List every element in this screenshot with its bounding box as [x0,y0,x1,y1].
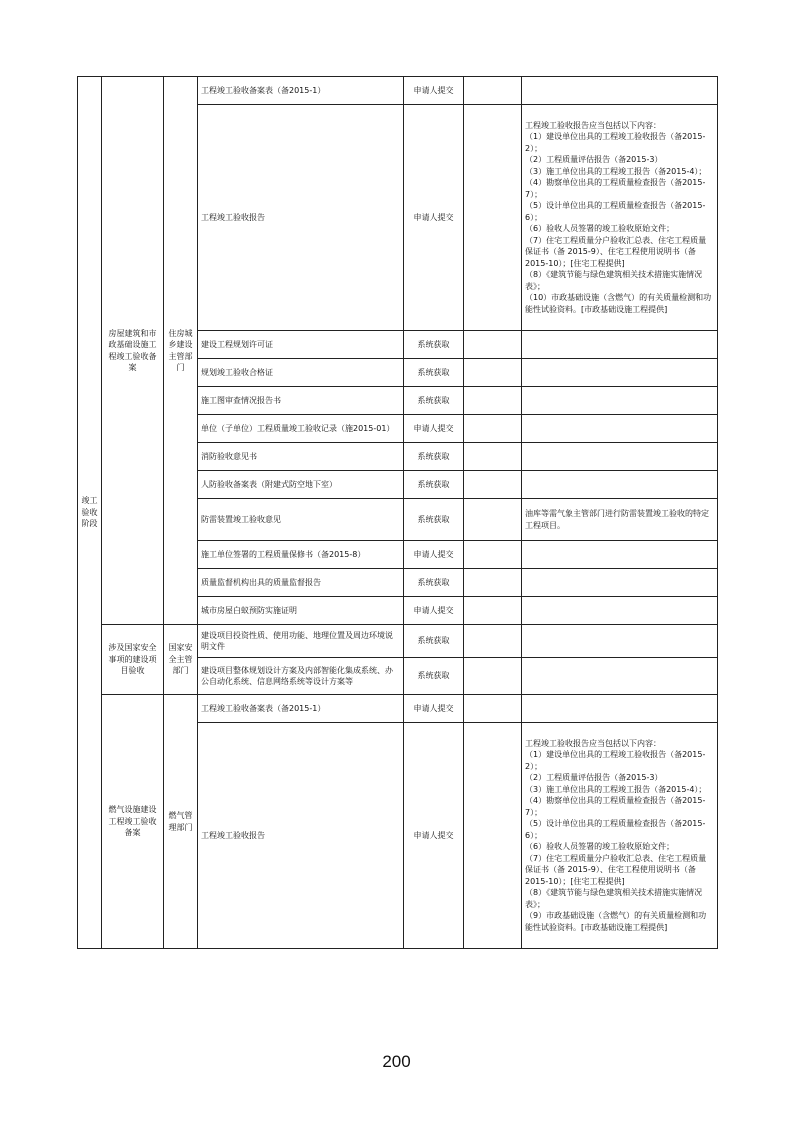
material-cell: 施工图审查情况报告书 [198,387,404,415]
note-line: （7）住宅工程质量分户验收汇总表、住宅工程质量保证书（备 2015-9）、住宅工程使用说明书（备2015-10）；[住宅工程提供] [525,235,707,268]
note-line: （3）施工单位出具的工程竣工报告（备2015-4）； [525,784,707,794]
table-row [78,625,718,658]
note-cell [522,359,718,387]
approval-item-cell: 燃气设施建设工程竣工验收备案 [102,695,164,949]
material-cell: 施工单位签署的工程质量保修书（备2015-8） [198,541,404,569]
material-cell: 工程竣工验收备案表（备2015-1） [198,695,404,723]
material-cell: 质量监督机构出具的质量监督报告 [198,569,404,597]
submission-method-cell: 申请人提交 [404,415,464,443]
blank-cell [464,443,522,471]
note-cell [522,331,718,359]
blank-cell [464,695,522,723]
submission-method-cell: 申请人提交 [404,695,464,723]
blank-cell [464,105,522,331]
note-cell [522,658,718,695]
note-cell [522,625,718,658]
material-cell: 防雷装置竣工验收意见 [198,499,404,541]
note-cell [522,77,718,105]
blank-cell [464,359,522,387]
table-body [78,77,718,949]
submission-method-cell: 申请人提交 [404,77,464,105]
submission-method-cell: 系统获取 [404,331,464,359]
note-cell [522,597,718,625]
acceptance-stage-table [77,76,718,949]
note-cell [522,387,718,415]
note-cell [522,499,718,541]
note-cell [522,415,718,443]
material-cell: 建设项目整体规划设计方案及内部智能化集成系统、办公自动化系统、信息网络系统等设计方案等 [198,658,404,695]
submission-method-cell: 系统获取 [404,443,464,471]
note-line: （8）《建筑节能与绿色建筑相关技术措施实施情况表》； [525,270,703,291]
note-cell [522,443,718,471]
submission-method-cell: 系统获取 [404,499,464,541]
submission-method-cell: 系统获取 [404,569,464,597]
note-cell [522,695,718,723]
submission-method-cell: 系统获取 [404,471,464,499]
note-line: （9）市政基础设施（含燃气）的有关质量检测和功能性试验资料。[市政基础设施工程提供] [525,911,707,932]
department-cell: 住房城乡建设主管部门 [164,77,198,625]
department-cell: 燃气管理部门 [164,695,198,949]
blank-cell [464,625,522,658]
table-row [78,77,718,105]
blank-cell [464,597,522,625]
material-cell: 建设工程规划许可证 [198,331,404,359]
blank-cell [464,387,522,415]
note-line: 工程竣工验收报告应当包括以下内容： [525,738,661,748]
submission-method-cell: 申请人提交 [404,597,464,625]
blank-cell [464,569,522,597]
note-line: （2）工程质量评估报告（备2015-3） [525,155,663,165]
note-line: （7）住宅工程质量分户验收汇总表、住宅工程质量保证书（备 2015-9）、住宅工程使用说明书（备2015-10）；[住宅工程提供] [525,853,707,886]
note-line: （8）《建筑节能与绿色建筑相关技术措施实施情况表》； [525,888,703,909]
note-line: （3）施工单位出具的工程竣工报告（备2015-4）； [525,166,707,176]
submission-method-cell: 系统获取 [404,387,464,415]
blank-cell [464,77,522,105]
note-line: （5）设计单位出具的工程质量检查报告（备2015-6）； [525,819,706,840]
material-cell: 工程竣工验收报告 [198,723,404,949]
note-line: （4）勘察单位出具的工程质量检查报告（备2015-7）； [525,796,706,817]
material-cell: 单位（子单位）工程质量竣工验收记录（施2015-01） [198,415,404,443]
material-cell: 建设项目投资性质、使用功能、地理位置及周边环境说明文件 [198,625,404,658]
page-number: 200 [382,1052,411,1071]
submission-method-cell: 申请人提交 [404,723,464,949]
note-cell [522,471,718,499]
submission-method-cell: 系统获取 [404,359,464,387]
department-cell: 国家安全主管部门 [164,625,198,695]
blank-cell [464,723,522,949]
submission-method-cell: 系统获取 [404,658,464,695]
blank-cell [464,658,522,695]
note-cell [522,105,718,331]
blank-cell [464,541,522,569]
note-line: （6）验收人员签署的竣工验收原始文件； [525,224,675,234]
note-cell [522,723,718,949]
stage-cell: 竣工验收阶段 [78,77,102,949]
material-cell: 人防验收备案表（附建式防空地下室） [198,471,404,499]
note-line: （2）工程质量评估报告（备2015-3） [525,773,663,783]
note-line: （5）设计单位出具的工程质量检查报告（备2015-6）； [525,201,706,222]
material-cell: 工程竣工验收备案表（备2015-1） [198,77,404,105]
note-cell [522,541,718,569]
note-line: 油库等需气象主管部门进行防雷装置竣工验收的特定工程项目。 [525,509,709,530]
note-cell [522,569,718,597]
table-row [78,695,718,723]
material-cell: 城市房屋白蚁预防实施证明 [198,597,404,625]
blank-cell [464,499,522,541]
blank-cell [464,415,522,443]
note-line: （1）建设单位出具的工程竣工验收报告（备2015-2）； [525,132,706,153]
material-cell: 消防验收意见书 [198,443,404,471]
submission-method-cell: 申请人提交 [404,105,464,331]
material-cell: 工程竣工验收报告 [198,105,404,331]
submission-method-cell: 系统获取 [404,625,464,658]
material-cell: 规划竣工验收合格证 [198,359,404,387]
blank-cell [464,331,522,359]
submission-method-cell: 申请人提交 [404,541,464,569]
blank-cell [464,471,522,499]
approval-item-cell: 房屋建筑和市政基础设施工程竣工验收备案 [102,77,164,625]
note-line: （4）勘察单位出具的工程质量检查报告（备2015-7）； [525,178,706,199]
note-line: （10）市政基础设施（含燃气）的有关质量检测和功能性试验资料。[市政基础设施工程提供] [525,293,712,314]
note-line: （1）建设单位出具的工程竣工验收报告（备2015-2）； [525,750,706,771]
note-line: （6）验收人员签署的竣工验收原始文件； [525,842,675,852]
approval-item-cell: 涉及国家安全事项的建设项目验收 [102,625,164,695]
note-line: 工程竣工验收报告应当包括以下内容： [525,120,661,130]
